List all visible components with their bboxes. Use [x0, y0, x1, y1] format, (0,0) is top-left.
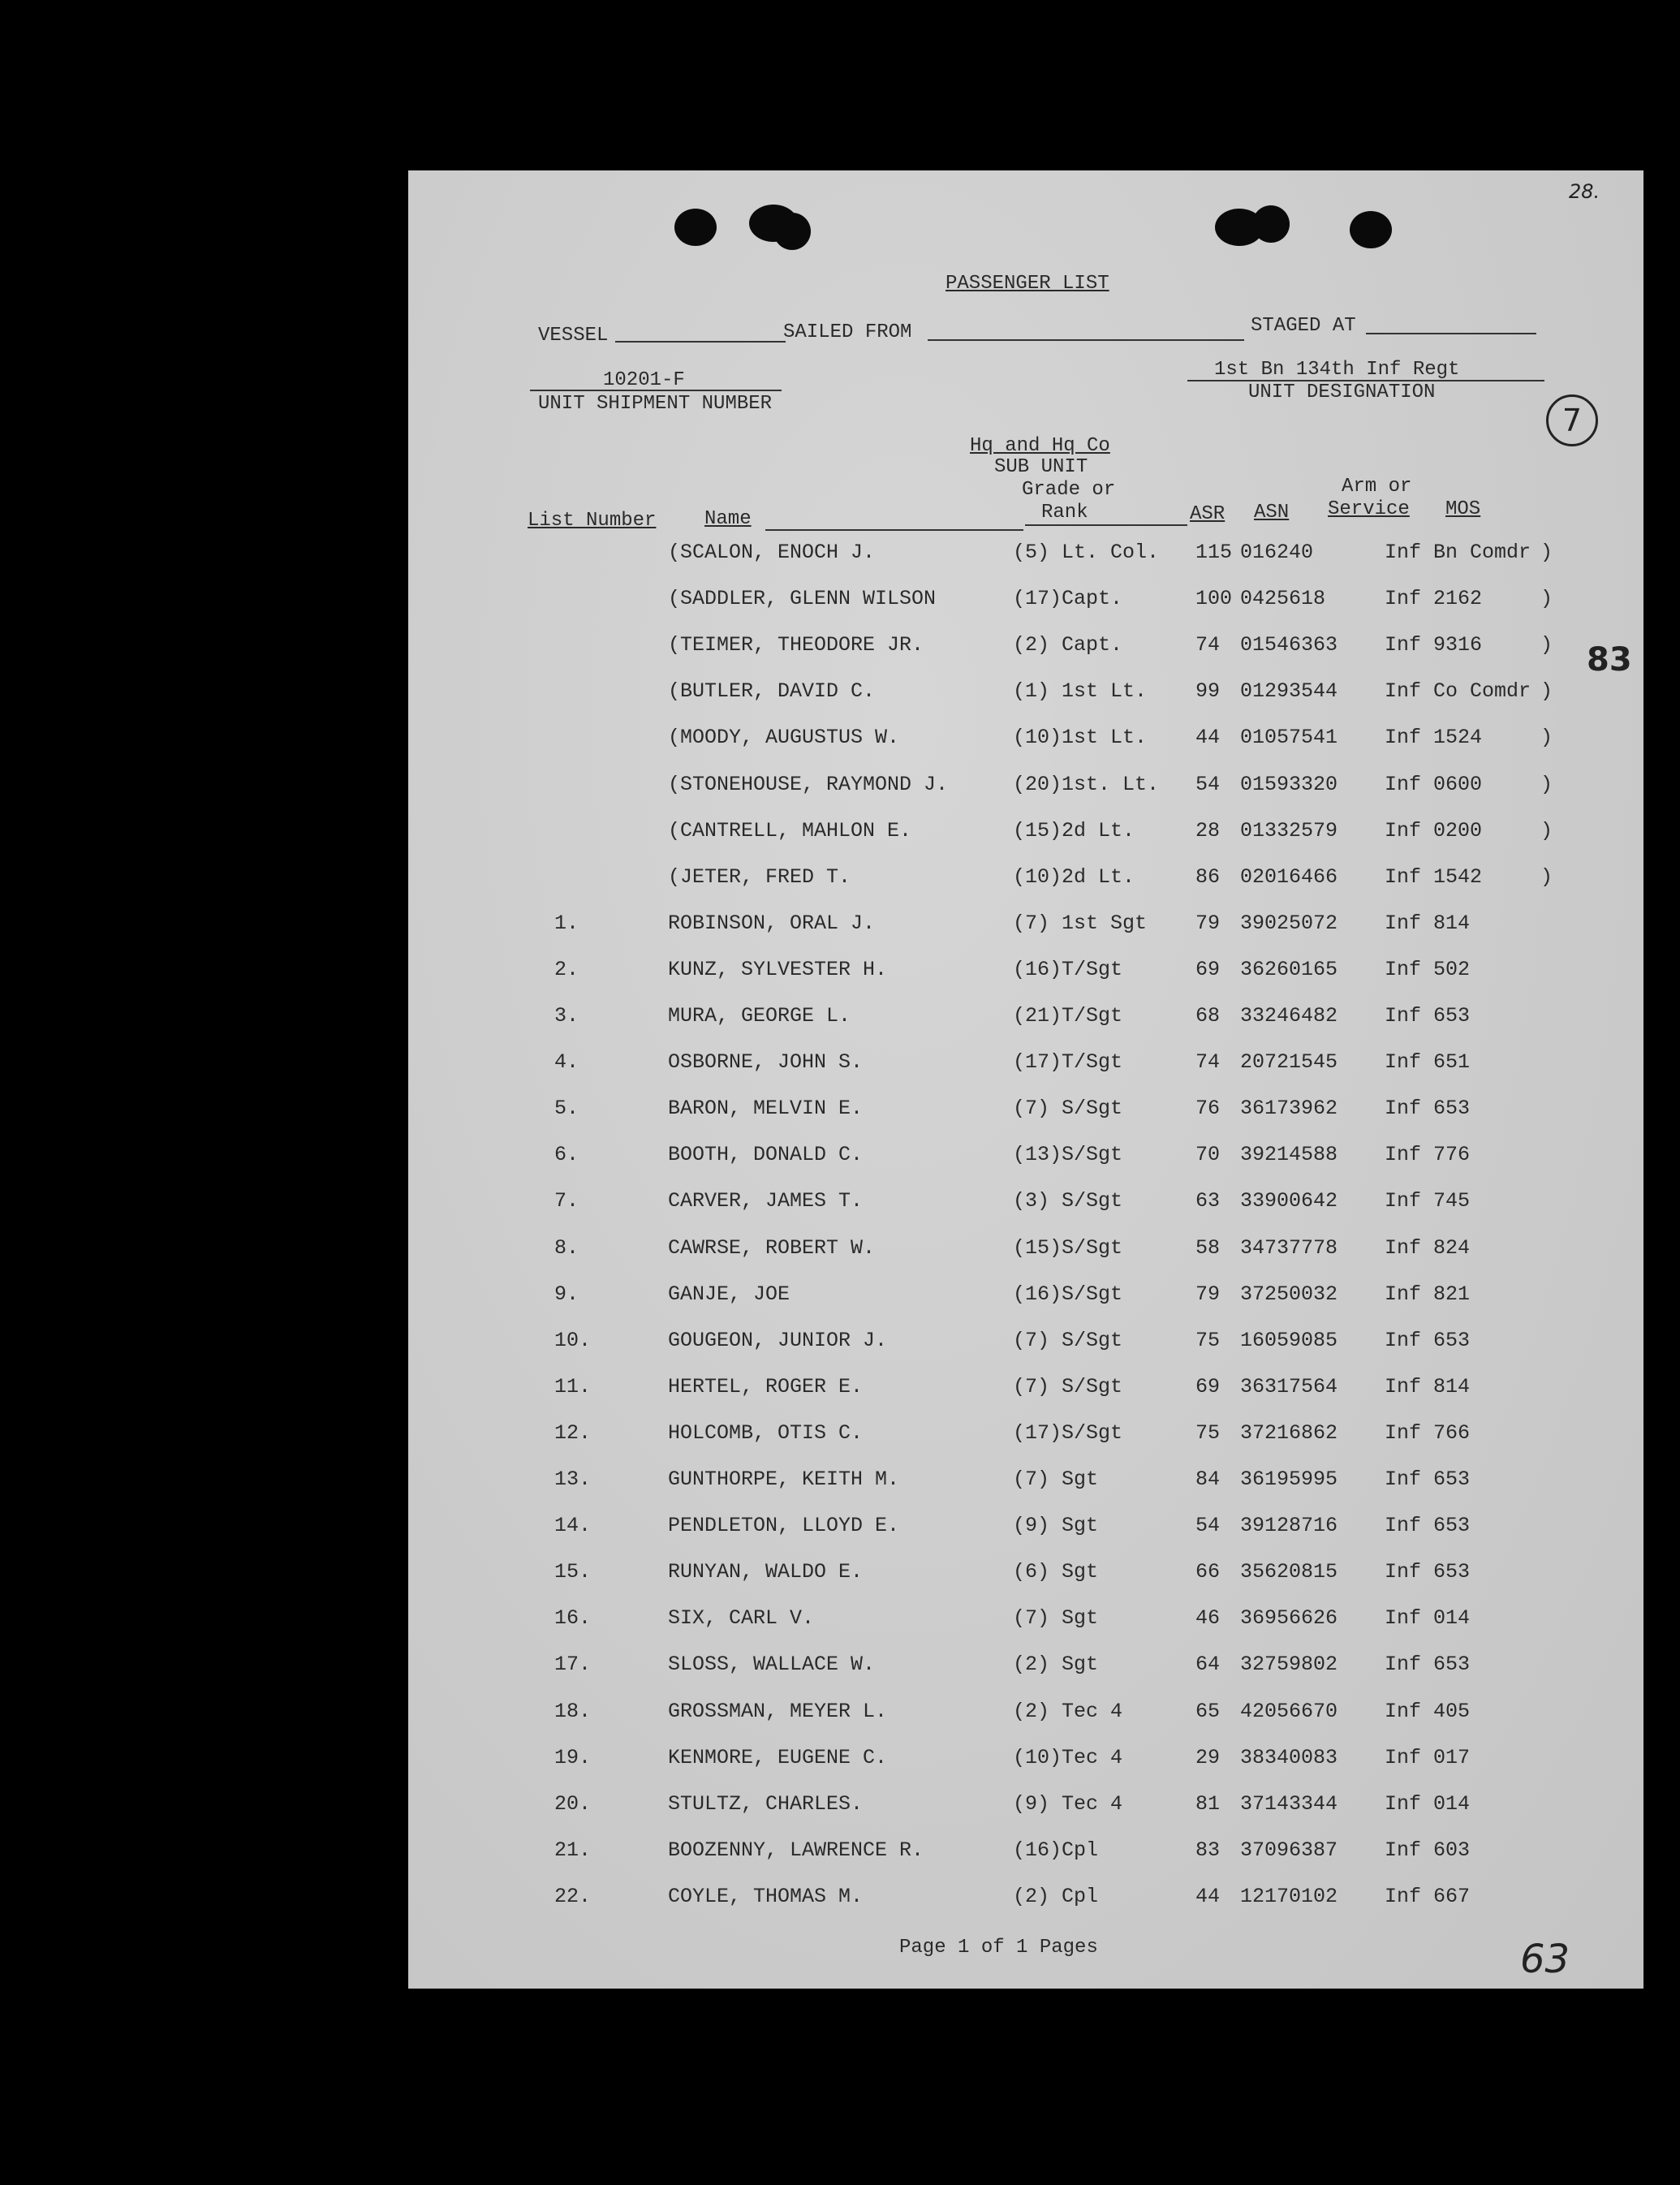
- arm-mos-cell: Inf 814: [1385, 1374, 1471, 1398]
- sailed-from-blank: [928, 339, 1244, 341]
- asn-cell: 0425618: [1240, 587, 1326, 611]
- asn-label: ASN: [1254, 502, 1290, 524]
- table-row: [408, 1792, 1643, 1825]
- name-cell: SLOSS, WALLACE W.: [668, 1653, 876, 1677]
- table-row: [408, 1189, 1643, 1222]
- arm-mos-cell: Inf 667: [1385, 1884, 1471, 1908]
- table-row: [408, 679, 1643, 712]
- rank-cell: (21)T/Sgt: [1013, 1004, 1123, 1028]
- closing-paren-cell: ): [1540, 864, 1553, 889]
- list-number-cell: 4.: [554, 1050, 579, 1075]
- sub-unit-value: Hq and Hq Co: [970, 435, 1110, 457]
- table-row: [408, 911, 1643, 944]
- arm-mos-cell: Inf 653: [1385, 1653, 1471, 1677]
- closing-paren-cell: ): [1540, 679, 1553, 704]
- list-number-cell: 12.: [554, 1420, 592, 1445]
- handwritten-page-number: 63: [1520, 1937, 1570, 1982]
- name-header-line: [765, 529, 1023, 531]
- page-footer: Page 1 of 1 Pages: [899, 1937, 1098, 1959]
- asr-cell: 84: [1195, 1467, 1221, 1491]
- closing-paren-cell: ): [1540, 772, 1553, 796]
- asn-cell: 38340083: [1240, 1745, 1338, 1769]
- asn-cell: 36195995: [1240, 1467, 1338, 1491]
- asn-cell: 36317564: [1240, 1374, 1338, 1398]
- list-number-cell: 11.: [554, 1374, 592, 1398]
- asr-cell: 100: [1195, 587, 1233, 611]
- list-number-cell: 20.: [554, 1791, 592, 1816]
- asn-cell: 36260165: [1240, 957, 1338, 981]
- table-row: [408, 587, 1643, 619]
- table-row: [408, 1143, 1643, 1175]
- asn-cell: 34737778: [1240, 1235, 1338, 1260]
- asn-cell: 37250032: [1240, 1282, 1338, 1306]
- asr-cell: 76: [1195, 1097, 1221, 1121]
- list-number-cell: 3.: [554, 1004, 579, 1028]
- staged-at-label: STAGED AT: [1251, 315, 1356, 337]
- list-number-cell: 22.: [554, 1884, 592, 1908]
- punch-hole: [1350, 211, 1392, 248]
- arm-mos-cell: Inf 603: [1385, 1838, 1471, 1862]
- arm-mos-cell: Inf 502: [1385, 957, 1471, 981]
- arm-mos-cell: Inf Co Comdr: [1385, 679, 1531, 704]
- arm-mos-cell: Inf 653: [1385, 1328, 1471, 1352]
- rank-cell: (1) 1st Lt.: [1013, 679, 1148, 704]
- asn-cell: 02016466: [1240, 864, 1338, 889]
- name-cell: (SCALON, ENOCH J.: [668, 541, 876, 564]
- asn-cell: 01546363: [1240, 633, 1338, 657]
- name-cell: (TEIMER, THEODORE JR.: [668, 633, 924, 657]
- list-number-cell: 8.: [554, 1235, 579, 1260]
- table-row: [408, 1838, 1643, 1871]
- rank-cell: (7) S/Sgt: [1013, 1097, 1123, 1121]
- staged-at-blank: [1366, 333, 1536, 334]
- rank-header-line: [1025, 524, 1187, 526]
- asr-cell: 66: [1195, 1560, 1221, 1584]
- circled-number: [1546, 394, 1598, 446]
- asr-cell: 79: [1195, 1282, 1221, 1306]
- arm-mos-cell: Inf 2162: [1385, 587, 1483, 611]
- closing-paren-cell: ): [1540, 541, 1553, 564]
- asr-cell: 65: [1195, 1699, 1221, 1723]
- table-row: [408, 865, 1643, 898]
- rank-cell: (2) Sgt: [1013, 1653, 1099, 1677]
- punch-hole: [773, 213, 811, 250]
- rank-cell: (2) Capt.: [1013, 633, 1123, 657]
- unit-shipment-number-value: 10201-F: [603, 369, 685, 391]
- name-cell: HOLCOMB, OTIS C.: [668, 1420, 864, 1445]
- arm-mos-cell: Inf 9316: [1385, 633, 1483, 657]
- table-row: [408, 1514, 1643, 1546]
- table-row: [408, 1560, 1643, 1592]
- asn-cell: 12170102: [1240, 1884, 1338, 1908]
- asn-cell: 36173962: [1240, 1097, 1338, 1121]
- rank-cell: (15)2d Lt.: [1013, 818, 1135, 843]
- name-cell: OSBORNE, JOHN S.: [668, 1050, 864, 1075]
- asn-cell: 16059085: [1240, 1328, 1338, 1352]
- rank-cell: (9) Tec 4: [1013, 1791, 1123, 1816]
- arm-mos-cell: Inf 014: [1385, 1606, 1471, 1631]
- vessel-label: VESSEL: [538, 325, 609, 347]
- vessel-blank: [615, 341, 786, 343]
- rank-cell: (7) 1st Sgt: [1013, 911, 1148, 935]
- grade-or-label: Grade or: [1022, 479, 1116, 501]
- name-cell: BOOZENNY, LAWRENCE R.: [668, 1838, 924, 1862]
- closing-paren-cell: ): [1540, 726, 1553, 750]
- name-cell: GUNTHORPE, KEITH M.: [668, 1467, 900, 1491]
- arm-mos-cell: Inf 0600: [1385, 772, 1483, 796]
- unit-designation-label: UNIT DESIGNATION: [1248, 381, 1436, 403]
- punch-hole: [674, 209, 717, 246]
- name-cell: CAWRSE, ROBERT W.: [668, 1235, 876, 1260]
- asr-cell: 28: [1195, 818, 1221, 843]
- rank-cell: (10)1st Lt.: [1013, 726, 1148, 750]
- table-row: [408, 773, 1643, 805]
- asn-cell: 42056670: [1240, 1699, 1338, 1723]
- closing-paren-cell: ): [1540, 633, 1553, 657]
- name-cell: GOUGEON, JUNIOR J.: [668, 1328, 888, 1352]
- asn-cell: 36956626: [1240, 1606, 1338, 1631]
- asn-cell: 37143344: [1240, 1791, 1338, 1816]
- asr-cell: 44: [1195, 1884, 1221, 1908]
- rank-cell: (20)1st. Lt.: [1013, 772, 1160, 796]
- rank-cell: (17)Capt.: [1013, 587, 1123, 611]
- asr-cell: 58: [1195, 1235, 1221, 1260]
- rank-cell: (13)S/Sgt: [1013, 1143, 1123, 1167]
- table-row: [408, 1050, 1643, 1083]
- table-row: [408, 1746, 1643, 1778]
- asr-cell: 75: [1195, 1420, 1221, 1445]
- list-number-cell: 10.: [554, 1328, 592, 1352]
- asn-cell: 016240: [1240, 541, 1314, 564]
- asn-cell: 01293544: [1240, 679, 1338, 704]
- asr-cell: 63: [1195, 1189, 1221, 1213]
- list-number-cell: 17.: [554, 1653, 592, 1677]
- name-cell: (MOODY, AUGUSTUS W.: [668, 726, 900, 750]
- name-cell: (CANTRELL, MAHLON E.: [668, 818, 912, 843]
- asr-cell: 74: [1195, 1050, 1221, 1075]
- name-cell: GROSSMAN, MEYER L.: [668, 1699, 888, 1723]
- arm-mos-cell: Inf 766: [1385, 1420, 1471, 1445]
- name-cell: (STONEHOUSE, RAYMOND J.: [668, 772, 949, 796]
- arm-mos-cell: Inf 0200: [1385, 818, 1483, 843]
- table-row: [408, 1282, 1643, 1315]
- arm-mos-cell: Inf Bn Comdr: [1385, 541, 1531, 564]
- asr-cell: 54: [1195, 1514, 1221, 1538]
- list-number-cell: 18.: [554, 1699, 592, 1723]
- circled-number-text: 7: [1562, 403, 1583, 438]
- closing-paren-cell: ): [1540, 587, 1553, 611]
- name-cell: KUNZ, SYLVESTER H.: [668, 957, 888, 981]
- document-page: [408, 170, 1643, 1989]
- unit-shipment-number-label: UNIT SHIPMENT NUMBER: [538, 393, 773, 415]
- table-row: [408, 541, 1643, 573]
- list-number-cell: 9.: [554, 1282, 579, 1306]
- asr-cell: 75: [1195, 1328, 1221, 1352]
- list-number-cell: 1.: [554, 911, 579, 935]
- asr-cell: 74: [1195, 633, 1221, 657]
- arm-mos-cell: Inf 776: [1385, 1143, 1471, 1167]
- rank-cell: (5) Lt. Col.: [1013, 541, 1160, 564]
- list-number-cell: 15.: [554, 1560, 592, 1584]
- rank-cell: (10)Tec 4: [1013, 1745, 1123, 1769]
- name-cell: SIX, CARL V.: [668, 1606, 815, 1631]
- name-cell: BOOTH, DONALD C.: [668, 1143, 864, 1167]
- arm-mos-cell: Inf 017: [1385, 1745, 1471, 1769]
- arm-mos-cell: Inf 405: [1385, 1699, 1471, 1723]
- asr-cell: 81: [1195, 1791, 1221, 1816]
- service-label: Service: [1328, 498, 1410, 520]
- arm-mos-cell: Inf 1524: [1385, 726, 1483, 750]
- sailed-from-label: SAILED FROM: [783, 321, 912, 343]
- asr-cell: 68: [1195, 1004, 1221, 1028]
- mos-label: MOS: [1445, 498, 1481, 520]
- asn-cell: 37096387: [1240, 1838, 1338, 1862]
- rank-cell: (16)T/Sgt: [1013, 957, 1123, 981]
- asr-label: ASR: [1190, 503, 1226, 525]
- name-cell: (BUTLER, DAVID C.: [668, 679, 876, 704]
- list-number-cell: 7.: [554, 1189, 579, 1213]
- name-cell: CARVER, JAMES T.: [668, 1189, 864, 1213]
- list-number-cell: 13.: [554, 1467, 592, 1491]
- asn-cell: 33246482: [1240, 1004, 1338, 1028]
- margin-mark: 83: [1587, 641, 1632, 679]
- asr-cell: 69: [1195, 1374, 1221, 1398]
- name-label: Name: [704, 508, 752, 530]
- rank-cell: (9) Sgt: [1013, 1514, 1099, 1538]
- rank-label: Rank: [1041, 502, 1088, 524]
- asn-cell: 37216862: [1240, 1420, 1338, 1445]
- asn-cell: 39128716: [1240, 1514, 1338, 1538]
- list-number-cell: 19.: [554, 1745, 592, 1769]
- name-cell: COYLE, THOMAS M.: [668, 1884, 864, 1908]
- name-cell: MURA, GEORGE L.: [668, 1004, 851, 1028]
- list-number-cell: 14.: [554, 1514, 592, 1538]
- asr-cell: 46: [1195, 1606, 1221, 1631]
- arm-mos-cell: Inf 745: [1385, 1189, 1471, 1213]
- asr-cell: 115: [1195, 541, 1233, 564]
- asn-cell: 01332579: [1240, 818, 1338, 843]
- asn-cell: 01057541: [1240, 726, 1338, 750]
- sub-unit-label: SUB UNIT: [994, 456, 1088, 478]
- name-cell: HERTEL, ROGER E.: [668, 1374, 864, 1398]
- list-number-label: List Number: [528, 510, 657, 532]
- list-number-cell: 21.: [554, 1838, 592, 1862]
- list-number-cell: 2.: [554, 957, 579, 981]
- table-row: [408, 1885, 1643, 1917]
- arm-mos-cell: Inf 814: [1385, 911, 1471, 935]
- table-row: [408, 958, 1643, 990]
- rank-cell: (7) S/Sgt: [1013, 1328, 1123, 1352]
- table-row: [408, 1329, 1643, 1361]
- arm-mos-cell: Inf 653: [1385, 1097, 1471, 1121]
- asr-cell: 70: [1195, 1143, 1221, 1167]
- arm-mos-cell: Inf 653: [1385, 1560, 1471, 1584]
- asr-cell: 99: [1195, 679, 1221, 704]
- table-row: [408, 1421, 1643, 1454]
- table-row: [408, 726, 1643, 758]
- arm-mos-cell: Inf 653: [1385, 1004, 1471, 1028]
- arm-mos-cell: Inf 1542: [1385, 864, 1483, 889]
- asr-cell: 64: [1195, 1653, 1221, 1677]
- name-cell: (JETER, FRED T.: [668, 864, 851, 889]
- table-row: [408, 1236, 1643, 1269]
- rank-cell: (7) Sgt: [1013, 1467, 1099, 1491]
- asn-cell: 32759802: [1240, 1653, 1338, 1677]
- rank-cell: (7) Sgt: [1013, 1606, 1099, 1631]
- corner-mark: 28.: [1569, 180, 1600, 203]
- asr-cell: 44: [1195, 726, 1221, 750]
- asr-cell: 86: [1195, 864, 1221, 889]
- table-row: [408, 819, 1643, 851]
- rank-cell: (15)S/Sgt: [1013, 1235, 1123, 1260]
- rank-cell: (16)Cpl: [1013, 1838, 1099, 1862]
- arm-mos-cell: Inf 824: [1385, 1235, 1471, 1260]
- unit-designation-value: 1st Bn 134th Inf Regt: [1214, 359, 1460, 381]
- asr-cell: 29: [1195, 1745, 1221, 1769]
- name-cell: STULTZ, CHARLES.: [668, 1791, 864, 1816]
- name-cell: ROBINSON, ORAL J.: [668, 911, 876, 935]
- rank-cell: (16)S/Sgt: [1013, 1282, 1123, 1306]
- name-cell: BARON, MELVIN E.: [668, 1097, 864, 1121]
- unit-shipment-number-line: [530, 390, 782, 391]
- asr-cell: 54: [1195, 772, 1221, 796]
- table-row: [408, 1375, 1643, 1407]
- arm-mos-cell: Inf 653: [1385, 1514, 1471, 1538]
- table-row: [408, 633, 1643, 666]
- asn-cell: 33900642: [1240, 1189, 1338, 1213]
- rank-cell: (2) Tec 4: [1013, 1699, 1123, 1723]
- list-number-cell: 16.: [554, 1606, 592, 1631]
- table-row: [408, 1700, 1643, 1732]
- rank-cell: (17)T/Sgt: [1013, 1050, 1123, 1075]
- rank-cell: (7) S/Sgt: [1013, 1374, 1123, 1398]
- name-cell: PENDLETON, LLOYD E.: [668, 1514, 900, 1538]
- rank-cell: (10)2d Lt.: [1013, 864, 1135, 889]
- table-row: [408, 1097, 1643, 1129]
- rank-cell: (6) Sgt: [1013, 1560, 1099, 1584]
- name-cell: RUNYAN, WALDO E.: [668, 1560, 864, 1584]
- punch-hole: [1252, 205, 1290, 243]
- asn-cell: 39025072: [1240, 911, 1338, 935]
- rank-cell: (17)S/Sgt: [1013, 1420, 1123, 1445]
- arm-or-label: Arm or: [1342, 476, 1412, 498]
- asn-cell: 01593320: [1240, 772, 1338, 796]
- rank-cell: (3) S/Sgt: [1013, 1189, 1123, 1213]
- asn-cell: 35620815: [1240, 1560, 1338, 1584]
- table-row: [408, 1606, 1643, 1639]
- closing-paren-cell: ): [1540, 818, 1553, 843]
- arm-mos-cell: Inf 651: [1385, 1050, 1471, 1075]
- name-cell: KENMORE, EUGENE C.: [668, 1745, 888, 1769]
- asr-cell: 83: [1195, 1838, 1221, 1862]
- table-row: [408, 1467, 1643, 1500]
- arm-mos-cell: Inf 653: [1385, 1467, 1471, 1491]
- table-row: [408, 1653, 1643, 1685]
- name-cell: GANJE, JOE: [668, 1282, 790, 1306]
- asn-cell: 20721545: [1240, 1050, 1338, 1075]
- asr-cell: 69: [1195, 957, 1221, 981]
- list-number-cell: 6.: [554, 1143, 579, 1167]
- asr-cell: 79: [1195, 911, 1221, 935]
- list-number-cell: 5.: [554, 1097, 579, 1121]
- arm-mos-cell: Inf 014: [1385, 1791, 1471, 1816]
- arm-mos-cell: Inf 821: [1385, 1282, 1471, 1306]
- table-row: [408, 1004, 1643, 1036]
- asn-cell: 39214588: [1240, 1143, 1338, 1167]
- rank-cell: (2) Cpl: [1013, 1884, 1099, 1908]
- page-title: PASSENGER LIST: [946, 273, 1109, 295]
- name-cell: (SADDLER, GLENN WILSON: [668, 587, 937, 611]
